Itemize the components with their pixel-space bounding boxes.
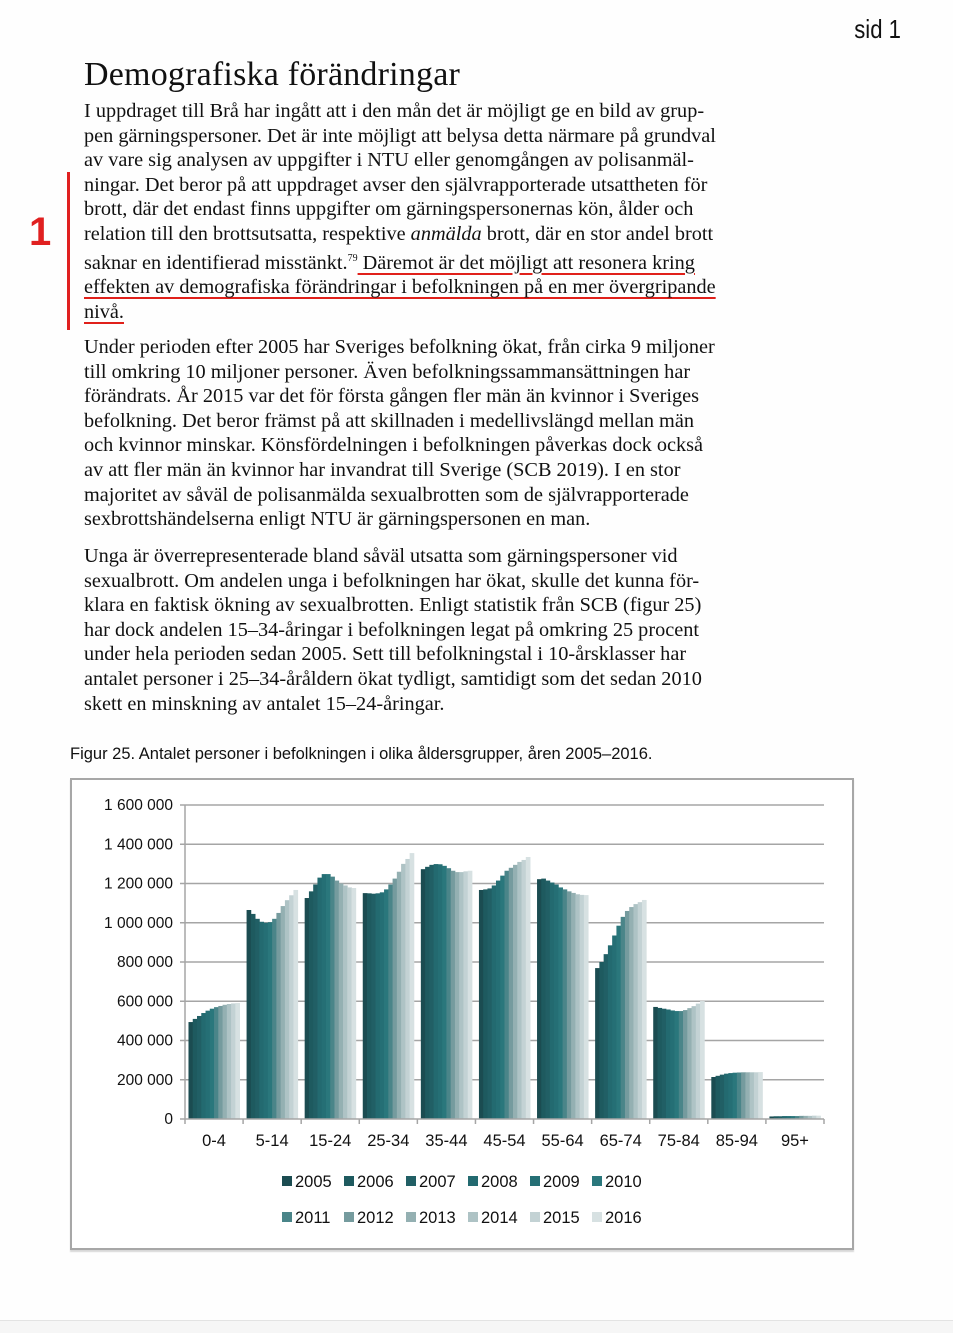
legend-label: 2007 bbox=[419, 1173, 456, 1191]
legend-swatch bbox=[530, 1212, 540, 1222]
bar-45-54-2007 bbox=[487, 888, 492, 1119]
bar-15-24-2007 bbox=[313, 884, 318, 1119]
bar-85-94-2005 bbox=[711, 1077, 716, 1119]
bar-65-74-2008 bbox=[608, 945, 613, 1119]
text-line: sexbrottshändelserna enligt NTU är gärningspersonen en man. bbox=[84, 508, 591, 531]
bar-15-24-2013 bbox=[339, 884, 344, 1120]
bar-55-64-2014 bbox=[575, 894, 580, 1119]
legend-label: 2006 bbox=[357, 1173, 394, 1191]
bar-75-84-2008 bbox=[666, 1009, 671, 1119]
bar-15-24-2012 bbox=[334, 881, 339, 1119]
y-tick-label: 400 000 bbox=[116, 1032, 173, 1050]
bar-0-4-2014 bbox=[227, 1004, 232, 1119]
text-line: pen gärningspersoner. Det är inte möjligt att belysa detta närmare på grundval bbox=[84, 124, 716, 147]
bar-5-14-2016 bbox=[293, 890, 298, 1119]
legend-swatch bbox=[530, 1176, 540, 1186]
bar-75-84-2013 bbox=[687, 1008, 692, 1119]
bar-0-4-2012 bbox=[218, 1006, 223, 1119]
x-tick-label: 5-14 bbox=[255, 1132, 289, 1150]
text-line bbox=[84, 222, 814, 247]
x-tick-labels bbox=[202, 1132, 809, 1150]
text-line: förändrats. År 2015 var det för första gången fler män än kvinnor i Sveriges bbox=[84, 385, 700, 408]
bar-35-44-2007 bbox=[429, 865, 434, 1119]
bar-65-74-2010 bbox=[616, 926, 621, 1119]
bar-75-84-2009 bbox=[670, 1010, 675, 1119]
paragraph-2 bbox=[84, 335, 814, 532]
viewer-bottom-bar bbox=[0, 1320, 953, 1333]
bar-75-84-2005 bbox=[653, 1007, 658, 1119]
legend-swatch bbox=[468, 1176, 478, 1186]
bar-25-34-2009 bbox=[380, 892, 385, 1119]
bar-65-74-2007 bbox=[604, 954, 609, 1119]
legend-label: 2013 bbox=[419, 1209, 456, 1227]
bar-85-94-2015 bbox=[754, 1072, 759, 1119]
bar-5-14-2008 bbox=[259, 922, 264, 1119]
bar-55-64-2008 bbox=[550, 883, 555, 1119]
bar-0-4-2013 bbox=[223, 1005, 228, 1119]
bar-85-94-2016 bbox=[758, 1072, 763, 1119]
bar-5-14-2009 bbox=[264, 923, 269, 1119]
bar-85-94-2009 bbox=[728, 1073, 733, 1119]
bar-35-44-2013 bbox=[455, 872, 460, 1119]
bar-55-64-2010 bbox=[558, 887, 563, 1119]
text-line: antalet personer i 25–34-åråldern ökat tydligt, samtidigt som det sedan 2010 bbox=[84, 667, 702, 690]
section-heading: Demografiska förändringar bbox=[84, 56, 461, 93]
legend-item-2012 bbox=[344, 1209, 394, 1227]
bar-55-64-2006 bbox=[541, 879, 546, 1119]
bar-55-64-2015 bbox=[580, 895, 585, 1119]
bar-45-54-2013 bbox=[513, 865, 518, 1119]
bar-45-54-2016 bbox=[526, 857, 531, 1119]
legend-label: 2009 bbox=[543, 1173, 580, 1191]
bar-15-24-2014 bbox=[343, 885, 348, 1119]
bar-0-4-2006 bbox=[193, 1019, 198, 1119]
bar-45-54-2006 bbox=[483, 889, 488, 1119]
bar-5-14-2012 bbox=[276, 913, 281, 1119]
legend-swatch bbox=[592, 1176, 602, 1186]
bar-25-34-2006 bbox=[367, 893, 372, 1119]
legend-swatch bbox=[344, 1176, 354, 1186]
bar-45-54-2012 bbox=[509, 868, 514, 1119]
legend-swatch bbox=[406, 1212, 416, 1222]
x-tick-label: 95+ bbox=[780, 1132, 809, 1150]
y-tick-label: 1 200 000 bbox=[104, 875, 173, 893]
bar-75-84-2007 bbox=[662, 1009, 667, 1119]
bar-5-14-2011 bbox=[272, 919, 277, 1119]
bar-35-44-2005 bbox=[421, 869, 426, 1119]
bar-5-14-2005 bbox=[247, 910, 252, 1119]
bar-85-94-2008 bbox=[724, 1074, 729, 1119]
text-line: sexualbrott. Om andelen unga i befolkningen har ökat, skulle det kunna för- bbox=[84, 569, 700, 592]
text-run: brott, där en stor andel brott bbox=[481, 222, 714, 245]
bar-55-64-2009 bbox=[554, 884, 559, 1119]
text-run: saknar en identifierad misstänkt. bbox=[84, 251, 348, 274]
text-line: majoritet av såväl de polisanmälda sexualbrotten som de självrapporterade bbox=[84, 483, 689, 506]
bar-55-64-2011 bbox=[563, 889, 568, 1119]
legend-item-2008 bbox=[468, 1173, 518, 1191]
footnote-ref[interactable]: 79 bbox=[347, 252, 358, 264]
x-tick-label: 15-24 bbox=[309, 1132, 352, 1150]
bar-35-44-2015 bbox=[463, 871, 468, 1119]
text-line: till omkring 10 miljoner personer. Även befolkningssammansättningen har bbox=[84, 360, 691, 383]
x-tick-label: 25-34 bbox=[367, 1132, 410, 1150]
bar-35-44-2010 bbox=[442, 866, 447, 1119]
bar-55-64-2005 bbox=[537, 879, 542, 1119]
y-tick-label: 800 000 bbox=[116, 954, 173, 971]
bar-55-64-2013 bbox=[571, 893, 576, 1119]
bar-5-14-2010 bbox=[268, 922, 273, 1119]
bar-15-24-2011 bbox=[330, 877, 335, 1119]
population-bar-chart bbox=[72, 780, 852, 1248]
text-line bbox=[84, 247, 814, 276]
text-line: av att fler män än kvinnor har invandrat till Sverige (SCB 2019). I en stor bbox=[84, 458, 681, 481]
bar-15-24-2008 bbox=[317, 878, 322, 1119]
bar-35-44-2014 bbox=[459, 872, 464, 1119]
bar-15-24-2016 bbox=[352, 888, 357, 1119]
bar-15-24-2006 bbox=[309, 891, 314, 1119]
x-tick-label: 45-54 bbox=[483, 1132, 526, 1150]
highlighted-text: nivå. bbox=[84, 300, 124, 323]
legend-label: 2016 bbox=[605, 1209, 642, 1227]
bar-75-84-2016 bbox=[700, 1001, 705, 1119]
legend-item-2010 bbox=[592, 1173, 642, 1191]
y-tick-labels bbox=[104, 797, 173, 1128]
legend-swatch bbox=[344, 1212, 354, 1222]
bar-65-74-2005 bbox=[595, 968, 600, 1119]
y-tick-label: 200 000 bbox=[116, 1071, 173, 1089]
legend-item-2014 bbox=[468, 1209, 518, 1227]
paragraph-3 bbox=[84, 544, 814, 716]
bar-0-4-2011 bbox=[214, 1007, 219, 1119]
bar-25-34-2013 bbox=[397, 872, 402, 1119]
bar-65-74-2009 bbox=[612, 936, 617, 1119]
text-line bbox=[84, 275, 814, 300]
annotation-number: 1 bbox=[29, 210, 52, 254]
bar-35-44-2012 bbox=[451, 871, 456, 1119]
y-tick-label: 1 000 000 bbox=[104, 914, 173, 932]
bar-45-54-2015 bbox=[522, 860, 527, 1119]
legend-item-2011 bbox=[282, 1209, 330, 1227]
bar-75-84-2015 bbox=[696, 1004, 701, 1119]
bar-45-54-2005 bbox=[479, 890, 484, 1119]
y-tick-label: 0 bbox=[164, 1111, 173, 1128]
bar-85-94-2010 bbox=[733, 1073, 738, 1119]
legend-swatch bbox=[282, 1212, 292, 1222]
bar-0-4-2015 bbox=[231, 1003, 236, 1119]
legend-label: 2015 bbox=[543, 1209, 580, 1227]
bar-0-4-2010 bbox=[210, 1009, 215, 1119]
y-tick-label: 1 600 000 bbox=[104, 797, 173, 814]
legend-label: 2012 bbox=[357, 1209, 394, 1227]
x-tick-label: 85-94 bbox=[715, 1132, 758, 1150]
legend bbox=[282, 1173, 642, 1227]
bar-5-14-2007 bbox=[255, 919, 260, 1119]
text-line: under hela perioden sedan 2005. Sett till befolkningstal i 10-årsklasser har bbox=[84, 643, 687, 666]
legend-item-2015 bbox=[530, 1209, 580, 1227]
bar-25-34-2005 bbox=[363, 893, 368, 1119]
figure-frame bbox=[70, 778, 854, 1250]
bar-75-84-2010 bbox=[675, 1011, 680, 1119]
text-line: Under perioden efter 2005 har Sveriges befolkning ökat, från cirka 9 miljoner bbox=[84, 336, 715, 358]
bar-5-14-2006 bbox=[251, 914, 256, 1119]
x-tick-label: 65-74 bbox=[599, 1132, 642, 1150]
x-tick-label: 75-84 bbox=[657, 1132, 700, 1150]
legend-swatch bbox=[592, 1212, 602, 1222]
legend-label: 2008 bbox=[481, 1173, 518, 1191]
bar-75-84-2012 bbox=[683, 1010, 688, 1119]
text-line: Unga är överrepresenterade bland såväl utsatta som gärningspersoner vid bbox=[84, 545, 678, 567]
legend-swatch bbox=[282, 1176, 292, 1186]
page-number: sid 1 bbox=[854, 14, 901, 44]
bar-65-74-2014 bbox=[633, 904, 638, 1119]
bar-35-44-2009 bbox=[438, 864, 443, 1119]
legend-item-2009 bbox=[530, 1173, 580, 1191]
bar-65-74-2015 bbox=[638, 902, 643, 1119]
highlighted-text: effekten av demografiska förändringar i befolkningen på en mer övergripande bbox=[84, 276, 716, 299]
bar-45-54-2014 bbox=[517, 862, 522, 1119]
text-line: och kvinnor minskar. Könsfördelningen i befolkningen påverkas dock också bbox=[84, 434, 703, 457]
text-line: av vare sig analysen av uppgifter i NTU eller genomgången av polisanmäl- bbox=[84, 149, 694, 172]
bar-75-84-2014 bbox=[692, 1006, 697, 1119]
bar-55-64-2016 bbox=[584, 895, 589, 1119]
bar-55-64-2007 bbox=[546, 881, 551, 1119]
text-line: klara en faktisk ökning av sexualbrotten. Enligt statistik från SCB (figur 25) bbox=[84, 594, 702, 617]
bar-25-34-2007 bbox=[371, 894, 376, 1119]
bar-35-44-2008 bbox=[434, 864, 439, 1119]
text-line bbox=[84, 300, 814, 325]
bar-15-24-2005 bbox=[305, 898, 310, 1119]
text-line: befolkning. Det beror främst på att skillnaden i medellivslängd mellan män bbox=[84, 409, 694, 432]
bar-25-34-2012 bbox=[393, 879, 398, 1119]
legend-item-2007 bbox=[406, 1173, 456, 1191]
bar-5-14-2014 bbox=[285, 900, 290, 1119]
bar-25-34-2014 bbox=[401, 864, 406, 1119]
bar-75-84-2011 bbox=[679, 1011, 684, 1119]
bar-5-14-2015 bbox=[289, 895, 294, 1119]
text-line: ningar. Det beror på att uppdraget avser den självrapporterade utsattheten för bbox=[84, 173, 708, 196]
bar-25-34-2015 bbox=[405, 859, 410, 1119]
bar-0-4-2016 bbox=[235, 1003, 240, 1119]
legend-item-2006 bbox=[344, 1173, 394, 1191]
bar-35-44-2011 bbox=[446, 868, 451, 1119]
text-line: brott, där det endast finns uppgifter om gärningspersonernas kön, ålder och bbox=[84, 198, 694, 221]
bar-85-94-2012 bbox=[741, 1072, 746, 1119]
bar-0-4-2005 bbox=[188, 1022, 193, 1119]
bar-65-74-2012 bbox=[625, 911, 630, 1119]
bar-35-44-2006 bbox=[425, 867, 430, 1119]
bar-0-4-2009 bbox=[206, 1011, 211, 1119]
legend-label: 2005 bbox=[295, 1173, 332, 1191]
bars bbox=[188, 853, 820, 1119]
bar-45-54-2009 bbox=[496, 881, 501, 1119]
bar-45-54-2008 bbox=[492, 885, 497, 1119]
bar-5-14-2013 bbox=[281, 906, 286, 1119]
y-tick-label: 600 000 bbox=[116, 993, 173, 1011]
paragraph-1 bbox=[84, 99, 814, 324]
legend-swatch bbox=[468, 1212, 478, 1222]
bar-15-24-2009 bbox=[322, 874, 327, 1119]
bar-85-94-2014 bbox=[750, 1072, 755, 1119]
highlighted-text: Däremot är det möjligt att resonera kring bbox=[357, 251, 695, 274]
bar-85-94-2011 bbox=[737, 1072, 742, 1119]
text-run: relation till den brottsutsatta, respektive bbox=[84, 222, 411, 245]
bar-15-24-2010 bbox=[326, 874, 331, 1119]
x-tick-label: 0-4 bbox=[202, 1132, 226, 1150]
bar-85-94-2006 bbox=[716, 1076, 721, 1119]
legend-label: 2010 bbox=[605, 1173, 642, 1191]
bar-45-54-2011 bbox=[505, 871, 510, 1119]
y-tick-label: 1 400 000 bbox=[104, 836, 173, 854]
bar-75-84-2006 bbox=[657, 1008, 662, 1119]
legend-item-2005 bbox=[282, 1173, 332, 1191]
bar-65-74-2011 bbox=[621, 917, 626, 1119]
legend-item-2016 bbox=[592, 1209, 642, 1227]
bar-15-24-2015 bbox=[347, 887, 352, 1119]
bar-25-34-2008 bbox=[376, 893, 381, 1119]
legend-item-2013 bbox=[406, 1209, 456, 1227]
x-tick-label: 35-44 bbox=[425, 1132, 468, 1150]
bar-25-34-2016 bbox=[410, 853, 415, 1119]
italic-term: anmälda bbox=[410, 222, 482, 245]
bar-45-54-2010 bbox=[500, 876, 505, 1119]
legend-swatch bbox=[406, 1176, 416, 1186]
bar-25-34-2010 bbox=[384, 889, 389, 1119]
bar-65-74-2006 bbox=[599, 962, 604, 1119]
text-line: har dock andelen 15–34-åringar i befolkningen legat på omkring 25 procent bbox=[84, 618, 699, 641]
figure-caption: Figur 25. Antalet personer i befolkningen i olika åldersgrupper, åren 2005–2016. bbox=[70, 745, 653, 763]
bar-65-74-2016 bbox=[642, 900, 647, 1119]
legend-label: 2011 bbox=[295, 1209, 331, 1227]
bar-0-4-2007 bbox=[197, 1016, 202, 1119]
x-tick-label: 55-64 bbox=[541, 1132, 584, 1150]
bar-65-74-2013 bbox=[629, 907, 634, 1119]
legend-label: 2014 bbox=[481, 1209, 518, 1227]
bar-35-44-2016 bbox=[468, 871, 473, 1119]
annotation-bracket bbox=[67, 172, 70, 330]
text-line: I uppdraget till Brå har ingått att i den mån det är möjligt ge en bild av grup- bbox=[84, 100, 705, 122]
bar-25-34-2011 bbox=[388, 884, 393, 1119]
bar-55-64-2012 bbox=[567, 891, 572, 1119]
bar-85-94-2007 bbox=[720, 1075, 725, 1119]
text-line: skett en minskning av antalet 15–24-åringar. bbox=[84, 692, 445, 715]
bar-0-4-2008 bbox=[201, 1013, 206, 1119]
bar-85-94-2013 bbox=[745, 1072, 750, 1119]
